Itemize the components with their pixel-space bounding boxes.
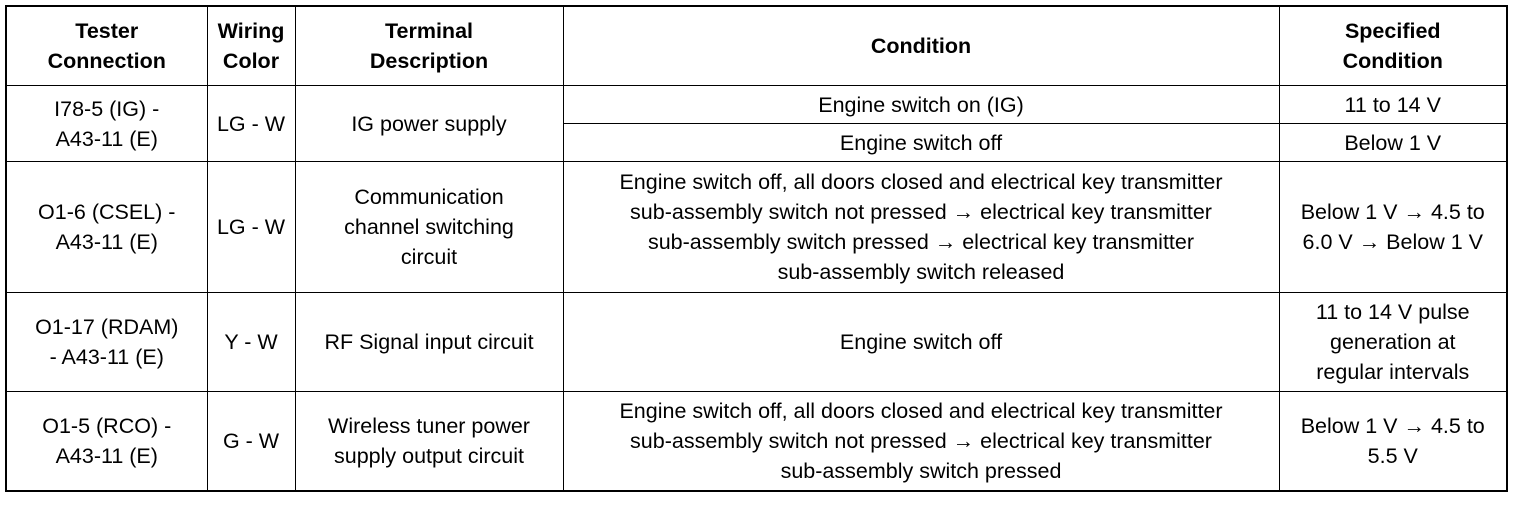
specified-condition-cell: 11 to 14 V pulse generation at regular intervals: [1279, 293, 1507, 392]
header-tester-connection: Tester Connection: [6, 6, 207, 86]
tester-connection-cell: O1-17 (RDAM) - A43-11 (E): [6, 293, 207, 392]
tester-connection-cell: O1-5 (RCO) - A43-11 (E): [6, 392, 207, 492]
wiring-color-cell: G - W: [207, 392, 295, 492]
tester-connection-cell: O1-6 (CSEL) - A43-11 (E): [6, 162, 207, 293]
terminal-spec-table: [5, 5, 1508, 492]
table-row: [6, 86, 1507, 124]
condition-cell: Engine switch on (IG): [563, 86, 1279, 124]
table-row: [6, 392, 1507, 492]
specified-condition-cell: Below 1 V → 4.5 to 6.0 V → Below 1 V: [1279, 162, 1507, 293]
table-row: [6, 162, 1507, 293]
header-specified-condition: Specified Condition: [1279, 6, 1507, 86]
condition-cell: Engine switch off: [563, 293, 1279, 392]
wiring-color-cell: LG - W: [207, 86, 295, 162]
terminal-description-cell: Communication channel switching circuit: [295, 162, 563, 293]
header-wiring-color: Wiring Color: [207, 6, 295, 86]
specified-condition-cell: Below 1 V → 4.5 to 5.5 V: [1279, 392, 1507, 492]
header-row: [6, 6, 1507, 86]
wiring-color-cell: LG - W: [207, 162, 295, 293]
table-row: [6, 293, 1507, 392]
wiring-color-cell: Y - W: [207, 293, 295, 392]
terminal-description-cell: IG power supply: [295, 86, 563, 162]
condition-cell: Engine switch off, all doors closed and electrical key transmitter sub-assembly switch not pressed → electrical key transmitter sub-assembly switch pressed: [563, 392, 1279, 492]
condition-cell: Engine switch off: [563, 124, 1279, 162]
header-terminal-description: Terminal Description: [295, 6, 563, 86]
specified-condition-cell: 11 to 14 V: [1279, 86, 1507, 124]
tester-connection-cell: I78-5 (IG) - A43-11 (E): [6, 86, 207, 162]
terminal-description-cell: Wireless tuner power supply output circuit: [295, 392, 563, 492]
terminal-description-cell: RF Signal input circuit: [295, 293, 563, 392]
specified-condition-cell: Below 1 V: [1279, 124, 1507, 162]
header-condition: Condition: [563, 6, 1279, 86]
condition-cell: Engine switch off, all doors closed and electrical key transmitter sub-assembly switch not pressed → electrical key transmitter sub-assembly switch pressed → electrical key transmitter sub-assembly switch released: [563, 162, 1279, 293]
